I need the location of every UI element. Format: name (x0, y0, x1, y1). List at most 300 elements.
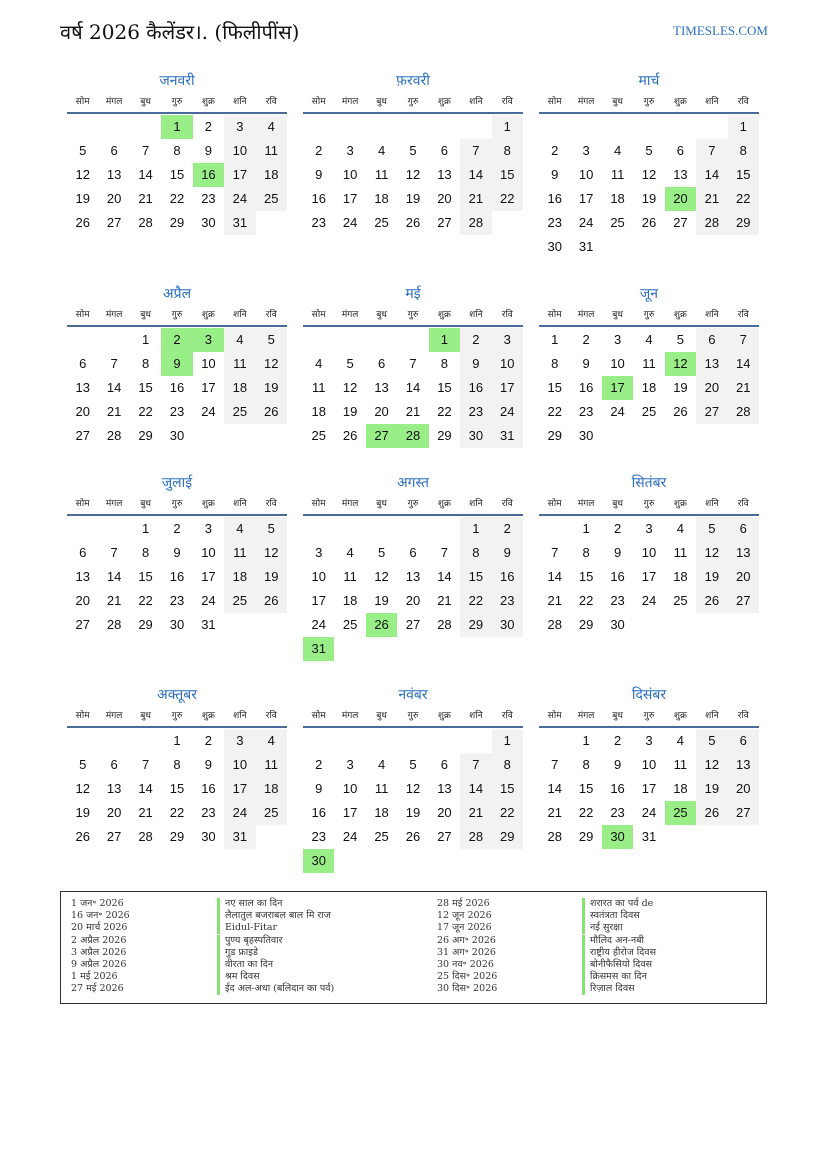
day-cell[interactable]: 11 (256, 139, 287, 163)
day-cell[interactable]: 31 (201, 617, 216, 632)
day-cell[interactable]: 25 (224, 400, 255, 424)
day-cell[interactable]: 25 (374, 829, 389, 844)
day-cell[interactable]: 25 (610, 215, 625, 230)
day-cell[interactable]: 17 (492, 376, 523, 400)
holiday-day-cell[interactable]: 17 (602, 376, 633, 400)
day-cell[interactable]: 19 (405, 805, 421, 820)
day-cell[interactable]: 22 (460, 589, 491, 613)
day-cell[interactable]: 28 (696, 211, 727, 235)
day-cell[interactable]: 21 (138, 191, 153, 206)
day-cell[interactable]: 7 (409, 356, 417, 371)
day-cell[interactable]: 9 (315, 781, 323, 796)
day-cell[interactable]: 6 (696, 328, 727, 352)
holiday-day-cell[interactable]: 27 (366, 424, 397, 448)
day-cell[interactable]: 21 (460, 801, 491, 825)
day-cell[interactable]: 1 (141, 521, 150, 536)
day-cell[interactable]: 27 (673, 215, 688, 230)
day-cell[interactable]: 1 (141, 332, 150, 347)
day-cell[interactable]: 23 (578, 404, 594, 419)
day-cell[interactable]: 19 (75, 805, 90, 820)
day-cell[interactable]: 23 (610, 805, 625, 820)
day-cell[interactable]: 16 (578, 380, 594, 395)
day-cell[interactable]: 9 (613, 545, 622, 560)
day-cell[interactable]: 9 (173, 545, 181, 560)
day-cell[interactable]: 27 (106, 829, 122, 844)
day-cell[interactable]: 12 (641, 167, 657, 182)
day-cell[interactable]: 26 (641, 215, 657, 230)
day-cell[interactable]: 19 (374, 593, 389, 608)
day-cell[interactable]: 20 (728, 565, 759, 589)
day-cell[interactable]: 6 (409, 545, 417, 560)
day-cell[interactable]: 13 (75, 569, 90, 584)
day-cell[interactable]: 29 (578, 617, 594, 632)
day-cell[interactable]: 25 (342, 617, 358, 632)
day-cell[interactable]: 27 (728, 589, 759, 613)
day-cell[interactable]: 20 (75, 593, 90, 608)
day-cell[interactable]: 9 (315, 167, 323, 182)
day-cell[interactable]: 13 (728, 541, 759, 565)
day-cell[interactable]: 30 (610, 617, 625, 632)
day-cell[interactable]: 8 (582, 545, 590, 560)
day-cell[interactable]: 11 (610, 167, 625, 182)
day-cell[interactable]: 3 (492, 328, 523, 352)
day-cell[interactable]: 19 (673, 380, 688, 395)
day-cell[interactable]: 12 (374, 569, 389, 584)
day-cell[interactable]: 27 (437, 215, 452, 230)
day-cell[interactable]: 25 (224, 589, 255, 613)
day-cell[interactable]: 8 (551, 356, 559, 371)
day-cell[interactable]: 6 (110, 143, 118, 158)
day-cell[interactable]: 5 (696, 729, 727, 753)
day-cell[interactable]: 2 (315, 143, 323, 158)
day-cell[interactable]: 20 (106, 805, 122, 820)
day-cell[interactable]: 18 (374, 191, 389, 206)
day-cell[interactable]: 29 (492, 825, 523, 849)
day-cell[interactable]: 16 (547, 191, 562, 206)
day-cell[interactable]: 24 (224, 801, 255, 825)
day-cell[interactable]: 7 (110, 545, 118, 560)
day-cell[interactable]: 2 (582, 332, 590, 347)
day-cell[interactable]: 2 (613, 733, 622, 748)
day-cell[interactable]: 29 (169, 215, 185, 230)
day-cell[interactable]: 15 (547, 380, 562, 395)
day-cell[interactable]: 24 (578, 215, 594, 230)
day-cell[interactable]: 7 (110, 356, 118, 371)
day-cell[interactable]: 22 (138, 593, 153, 608)
day-cell[interactable]: 20 (106, 191, 122, 206)
day-cell[interactable]: 5 (409, 143, 417, 158)
day-cell[interactable]: 19 (256, 565, 287, 589)
day-cell[interactable]: 24 (641, 805, 657, 820)
day-cell[interactable]: 5 (409, 757, 417, 772)
day-cell[interactable]: 15 (437, 380, 452, 395)
day-cell[interactable]: 31 (578, 239, 594, 254)
day-cell[interactable]: 14 (460, 163, 491, 187)
day-cell[interactable]: 7 (141, 143, 150, 158)
day-cell[interactable]: 18 (224, 376, 255, 400)
day-cell[interactable]: 7 (551, 545, 559, 560)
day-cell[interactable]: 17 (578, 191, 594, 206)
day-cell[interactable]: 27 (75, 617, 90, 632)
day-cell[interactable]: 19 (405, 191, 421, 206)
day-cell[interactable]: 16 (169, 380, 185, 395)
day-cell[interactable]: 4 (315, 356, 323, 371)
day-cell[interactable]: 18 (673, 781, 688, 796)
day-cell[interactable]: 2 (492, 517, 523, 541)
day-cell[interactable]: 13 (106, 167, 122, 182)
day-cell[interactable]: 14 (138, 167, 153, 182)
holiday-day-cell[interactable]: 1 (161, 115, 192, 139)
day-cell[interactable]: 29 (578, 829, 594, 844)
day-cell[interactable]: 6 (110, 757, 118, 772)
day-cell[interactable]: 11 (374, 781, 389, 796)
day-cell[interactable]: 23 (311, 829, 326, 844)
day-cell[interactable]: 30 (492, 613, 523, 637)
day-cell[interactable]: 15 (138, 569, 153, 584)
day-cell[interactable]: 2 (315, 757, 323, 772)
day-cell[interactable]: 20 (728, 777, 759, 801)
day-cell[interactable]: 2 (460, 328, 491, 352)
day-cell[interactable]: 1 (173, 733, 181, 748)
day-cell[interactable]: 14 (547, 781, 562, 796)
day-cell[interactable]: 20 (405, 593, 421, 608)
day-cell[interactable]: 23 (492, 589, 523, 613)
day-cell[interactable]: 6 (728, 517, 759, 541)
day-cell[interactable]: 9 (613, 757, 622, 772)
holiday-day-cell[interactable]: 9 (161, 352, 192, 376)
day-cell[interactable]: 19 (342, 404, 358, 419)
day-cell[interactable]: 24 (342, 215, 358, 230)
day-cell[interactable]: 1 (492, 729, 523, 753)
holiday-day-cell[interactable]: 31 (303, 637, 334, 661)
day-cell[interactable]: 1 (492, 115, 523, 139)
day-cell[interactable]: 10 (492, 352, 523, 376)
day-cell[interactable]: 21 (106, 404, 122, 419)
day-cell[interactable]: 19 (75, 191, 90, 206)
day-cell[interactable]: 30 (201, 829, 216, 844)
day-cell[interactable]: 16 (169, 569, 185, 584)
day-cell[interactable]: 6 (440, 757, 449, 772)
day-cell[interactable]: 2 (204, 733, 213, 748)
holiday-day-cell[interactable]: 1 (429, 328, 460, 352)
day-cell[interactable]: 28 (106, 428, 122, 443)
day-cell[interactable]: 4 (256, 729, 287, 753)
day-cell[interactable]: 29 (138, 617, 153, 632)
day-cell[interactable]: 12 (75, 781, 90, 796)
day-cell[interactable]: 27 (405, 617, 421, 632)
day-cell[interactable]: 6 (79, 356, 87, 371)
day-cell[interactable]: 4 (645, 332, 653, 347)
day-cell[interactable]: 3 (315, 545, 323, 560)
day-cell[interactable]: 3 (582, 143, 590, 158)
holiday-day-cell[interactable]: 2 (161, 328, 192, 352)
day-cell[interactable]: 4 (676, 733, 685, 748)
day-cell[interactable]: 19 (696, 565, 727, 589)
day-cell[interactable]: 23 (201, 805, 216, 820)
holiday-day-cell[interactable]: 28 (397, 424, 428, 448)
day-cell[interactable]: 30 (169, 428, 185, 443)
day-cell[interactable]: 6 (728, 729, 759, 753)
day-cell[interactable]: 29 (437, 428, 452, 443)
day-cell[interactable]: 8 (173, 143, 181, 158)
day-cell[interactable]: 31 (492, 424, 523, 448)
day-cell[interactable]: 18 (673, 569, 688, 584)
day-cell[interactable]: 28 (437, 617, 452, 632)
day-cell[interactable]: 25 (256, 187, 287, 211)
day-cell[interactable]: 6 (676, 143, 685, 158)
day-cell[interactable]: 14 (437, 569, 452, 584)
day-cell[interactable]: 22 (578, 593, 594, 608)
day-cell[interactable]: 18 (224, 565, 255, 589)
day-cell[interactable]: 16 (610, 781, 625, 796)
day-cell[interactable]: 16 (610, 569, 625, 584)
day-cell[interactable]: 2 (204, 119, 213, 134)
day-cell[interactable]: 4 (377, 143, 386, 158)
day-cell[interactable]: 23 (547, 215, 562, 230)
day-cell[interactable]: 17 (641, 569, 657, 584)
day-cell[interactable]: 10 (311, 569, 326, 584)
day-cell[interactable]: 5 (256, 517, 287, 541)
day-cell[interactable]: 26 (696, 589, 727, 613)
day-cell[interactable]: 1 (582, 521, 590, 536)
day-cell[interactable]: 21 (138, 805, 153, 820)
day-cell[interactable]: 27 (106, 215, 122, 230)
day-cell[interactable]: 9 (460, 352, 491, 376)
day-cell[interactable]: 17 (311, 593, 326, 608)
day-cell[interactable]: 21 (106, 593, 122, 608)
day-cell[interactable]: 8 (173, 757, 181, 772)
day-cell[interactable]: 22 (492, 801, 523, 825)
day-cell[interactable]: 11 (224, 541, 255, 565)
day-cell[interactable]: 1 (551, 332, 559, 347)
day-cell[interactable]: 28 (728, 400, 759, 424)
day-cell[interactable]: 21 (547, 805, 562, 820)
day-cell[interactable]: 1 (460, 517, 491, 541)
day-cell[interactable]: 15 (578, 569, 594, 584)
day-cell[interactable]: 20 (75, 404, 90, 419)
day-cell[interactable]: 22 (169, 191, 185, 206)
day-cell[interactable]: 29 (460, 613, 491, 637)
day-cell[interactable]: 17 (201, 380, 216, 395)
day-cell[interactable]: 16 (311, 191, 326, 206)
day-cell[interactable]: 21 (405, 404, 421, 419)
day-cell[interactable]: 10 (201, 356, 216, 371)
day-cell[interactable]: 14 (106, 569, 122, 584)
day-cell[interactable]: 24 (224, 187, 255, 211)
day-cell[interactable]: 12 (256, 352, 287, 376)
day-cell[interactable]: 23 (201, 191, 216, 206)
day-cell[interactable]: 5 (645, 143, 653, 158)
day-cell[interactable]: 8 (582, 757, 590, 772)
day-cell[interactable]: 22 (437, 404, 452, 419)
day-cell[interactable]: 17 (224, 163, 255, 187)
day-cell[interactable]: 12 (696, 753, 727, 777)
day-cell[interactable]: 26 (696, 801, 727, 825)
day-cell[interactable]: 8 (728, 139, 759, 163)
day-cell[interactable]: 28 (138, 829, 153, 844)
day-cell[interactable]: 15 (578, 781, 594, 796)
day-cell[interactable]: 3 (204, 521, 213, 536)
day-cell[interactable]: 9 (582, 356, 590, 371)
day-cell[interactable]: 10 (610, 356, 625, 371)
day-cell[interactable]: 21 (460, 187, 491, 211)
day-cell[interactable]: 1 (728, 115, 759, 139)
day-cell[interactable]: 14 (138, 781, 153, 796)
day-cell[interactable]: 5 (256, 328, 287, 352)
day-cell[interactable]: 3 (613, 332, 622, 347)
day-cell[interactable]: 5 (377, 545, 386, 560)
day-cell[interactable]: 7 (460, 139, 491, 163)
day-cell[interactable]: 13 (374, 380, 389, 395)
day-cell[interactable]: 14 (460, 777, 491, 801)
day-cell[interactable]: 5 (79, 143, 87, 158)
day-cell[interactable]: 3 (224, 729, 255, 753)
day-cell[interactable]: 13 (75, 380, 90, 395)
day-cell[interactable]: 24 (492, 400, 523, 424)
day-cell[interactable]: 1 (582, 733, 590, 748)
day-cell[interactable]: 24 (342, 829, 358, 844)
day-cell[interactable]: 31 (224, 211, 255, 235)
day-cell[interactable]: 14 (696, 163, 727, 187)
day-cell[interactable]: 4 (377, 757, 386, 772)
site-link[interactable]: TIMESLES.COM (673, 23, 768, 38)
day-cell[interactable]: 8 (440, 356, 449, 371)
day-cell[interactable]: 20 (437, 191, 452, 206)
day-cell[interactable]: 24 (201, 404, 216, 419)
day-cell[interactable]: 25 (374, 215, 389, 230)
day-cell[interactable]: 4 (224, 328, 255, 352)
day-cell[interactable]: 13 (106, 781, 122, 796)
day-cell[interactable]: 3 (346, 143, 354, 158)
day-cell[interactable]: 28 (547, 829, 562, 844)
day-cell[interactable]: 18 (374, 805, 389, 820)
holiday-day-cell[interactable]: 16 (193, 163, 224, 187)
day-cell[interactable]: 9 (204, 143, 213, 158)
day-cell[interactable]: 22 (169, 805, 185, 820)
day-cell[interactable]: 30 (169, 617, 185, 632)
day-cell[interactable]: 25 (673, 593, 688, 608)
day-cell[interactable]: 24 (311, 617, 326, 632)
day-cell[interactable]: 15 (728, 163, 759, 187)
day-cell[interactable]: 23 (460, 400, 491, 424)
day-cell[interactable]: 26 (75, 829, 90, 844)
day-cell[interactable]: 9 (551, 167, 559, 182)
day-cell[interactable]: 26 (256, 400, 287, 424)
day-cell[interactable]: 30 (547, 239, 562, 254)
day-cell[interactable]: 14 (728, 352, 759, 376)
day-cell[interactable]: 17 (641, 781, 657, 796)
day-cell[interactable]: 5 (79, 757, 87, 772)
day-cell[interactable]: 24 (201, 593, 216, 608)
day-cell[interactable]: 13 (437, 781, 452, 796)
day-cell[interactable]: 25 (256, 801, 287, 825)
day-cell[interactable]: 24 (610, 404, 625, 419)
holiday-day-cell[interactable]: 25 (665, 801, 696, 825)
day-cell[interactable]: 12 (75, 167, 90, 182)
day-cell[interactable]: 3 (224, 115, 255, 139)
holiday-day-cell[interactable]: 12 (665, 352, 696, 376)
day-cell[interactable]: 11 (311, 380, 326, 395)
day-cell[interactable]: 30 (578, 428, 594, 443)
day-cell[interactable]: 3 (346, 757, 354, 772)
day-cell[interactable]: 2 (173, 521, 181, 536)
day-cell[interactable]: 20 (374, 404, 389, 419)
day-cell[interactable]: 7 (141, 757, 150, 772)
day-cell[interactable]: 28 (460, 825, 491, 849)
day-cell[interactable]: 7 (440, 545, 449, 560)
day-cell[interactable]: 23 (311, 215, 326, 230)
day-cell[interactable]: 10 (201, 545, 216, 560)
holiday-day-cell[interactable]: 26 (366, 613, 397, 637)
day-cell[interactable]: 22 (138, 404, 153, 419)
day-cell[interactable]: 15 (492, 163, 523, 187)
day-cell[interactable]: 25 (311, 428, 326, 443)
day-cell[interactable]: 31 (224, 825, 255, 849)
day-cell[interactable]: 8 (141, 545, 150, 560)
day-cell[interactable]: 22 (547, 404, 562, 419)
day-cell[interactable]: 11 (343, 569, 357, 584)
day-cell[interactable]: 26 (405, 215, 421, 230)
day-cell[interactable]: 19 (641, 191, 657, 206)
day-cell[interactable]: 18 (641, 380, 657, 395)
day-cell[interactable]: 7 (551, 757, 559, 772)
day-cell[interactable]: 17 (342, 191, 358, 206)
day-cell[interactable]: 18 (256, 777, 287, 801)
day-cell[interactable]: 22 (728, 187, 759, 211)
day-cell[interactable]: 9 (492, 541, 523, 565)
day-cell[interactable]: 13 (673, 167, 688, 182)
holiday-day-cell[interactable]: 20 (665, 187, 696, 211)
day-cell[interactable]: 16 (492, 565, 523, 589)
day-cell[interactable]: 11 (673, 757, 688, 772)
day-cell[interactable]: 30 (460, 424, 491, 448)
day-cell[interactable]: 12 (405, 781, 421, 796)
day-cell[interactable]: 4 (613, 143, 622, 158)
day-cell[interactable]: 14 (547, 569, 562, 584)
day-cell[interactable]: 28 (547, 617, 562, 632)
day-cell[interactable]: 11 (224, 352, 255, 376)
day-cell[interactable]: 20 (437, 805, 452, 820)
day-cell[interactable]: 10 (342, 167, 358, 182)
day-cell[interactable]: 28 (138, 215, 153, 230)
day-cell[interactable]: 5 (676, 332, 685, 347)
day-cell[interactable]: 7 (728, 328, 759, 352)
day-cell[interactable]: 3 (645, 521, 653, 536)
day-cell[interactable]: 2 (613, 521, 622, 536)
day-cell[interactable]: 8 (492, 753, 523, 777)
day-cell[interactable]: 11 (256, 753, 287, 777)
day-cell[interactable]: 17 (224, 777, 255, 801)
day-cell[interactable]: 29 (728, 211, 759, 235)
day-cell[interactable]: 15 (492, 777, 523, 801)
day-cell[interactable]: 17 (201, 569, 216, 584)
day-cell[interactable]: 26 (673, 404, 688, 419)
day-cell[interactable]: 6 (377, 356, 386, 371)
day-cell[interactable]: 18 (311, 404, 326, 419)
holiday-day-cell[interactable]: 30 (602, 825, 633, 849)
day-cell[interactable]: 18 (610, 191, 625, 206)
day-cell[interactable]: 10 (578, 167, 594, 182)
day-cell[interactable]: 15 (138, 380, 153, 395)
day-cell[interactable]: 15 (460, 565, 491, 589)
day-cell[interactable]: 22 (492, 187, 523, 211)
day-cell[interactable]: 26 (342, 428, 358, 443)
day-cell[interactable]: 19 (256, 376, 287, 400)
day-cell[interactable]: 17 (342, 805, 358, 820)
day-cell[interactable]: 13 (696, 352, 727, 376)
day-cell[interactable]: 3 (645, 733, 653, 748)
day-cell[interactable]: 2 (551, 143, 559, 158)
